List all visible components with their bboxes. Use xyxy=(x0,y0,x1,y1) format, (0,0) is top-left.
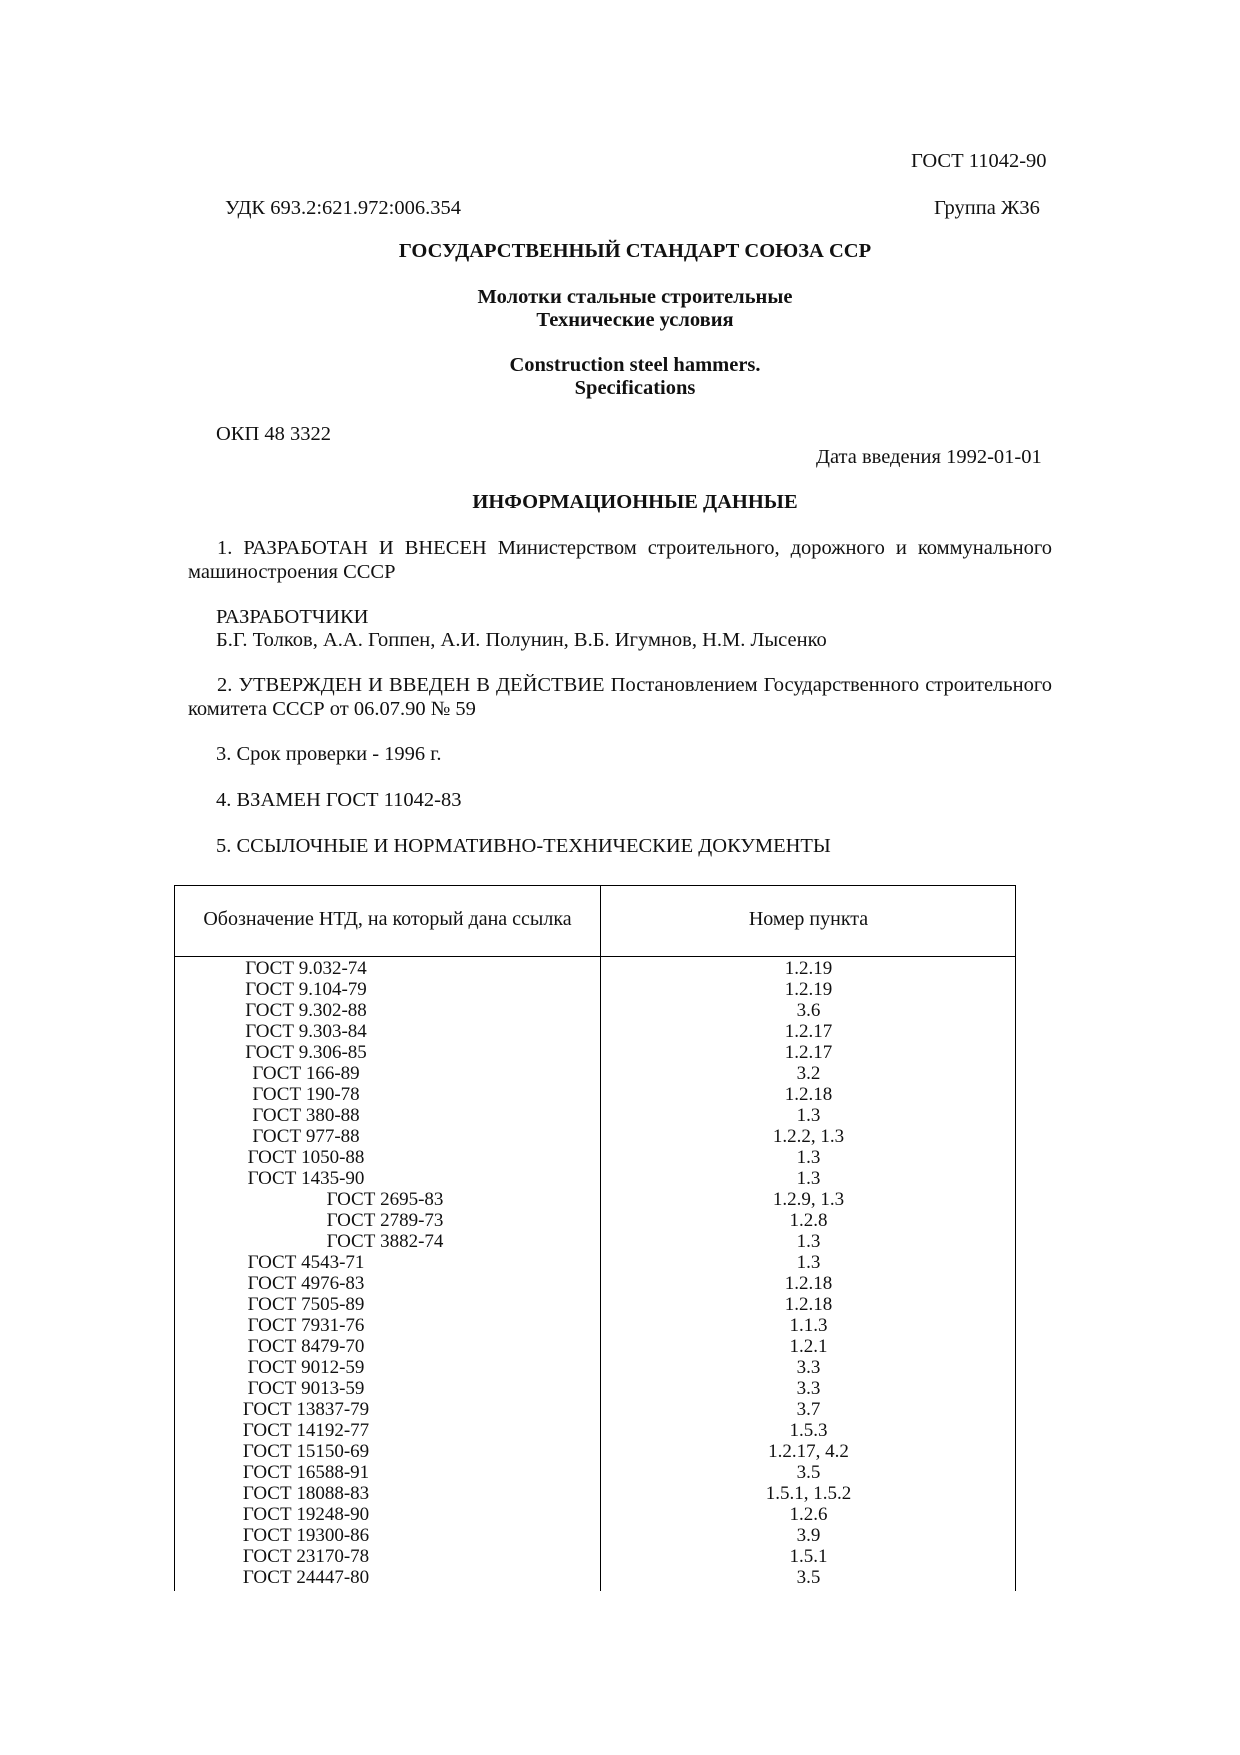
document-designation: ГОСТ 9.032-74 xyxy=(245,958,367,979)
table-row xyxy=(175,1378,1015,1399)
point-number: 1.2.17, 4.2 xyxy=(768,1441,849,1462)
document-designation: ГОСТ 4543-71 xyxy=(247,1252,365,1273)
point-number: 1.5.3 xyxy=(789,1420,828,1441)
point-number: 3.7 xyxy=(796,1399,821,1420)
document-designation: ГОСТ 4976-83 xyxy=(247,1273,365,1294)
document-designation: ГОСТ 2789-73 xyxy=(326,1210,444,1231)
table-body xyxy=(175,958,1015,1588)
table-row xyxy=(175,1168,1015,1189)
document-designation: ГОСТ 3882-74 xyxy=(326,1231,444,1252)
point-number: 1.2.19 xyxy=(784,979,833,1000)
table-row xyxy=(175,1042,1015,1063)
table-row xyxy=(175,1546,1015,1567)
document-designation: ГОСТ 9.104-79 xyxy=(245,979,367,1000)
table-row xyxy=(175,1567,1015,1588)
info-item-2: 2. УТВЕРЖДЕН И ВВЕДЕН В ДЕЙСТВИЕ Постановлением Государственного строительного комитета СССР от 06.07.90 № 59 xyxy=(188,674,1052,720)
document-designation: ГОСТ 7931-76 xyxy=(247,1315,365,1336)
document-designation: ГОСТ 7505-89 xyxy=(247,1294,365,1315)
table-row xyxy=(175,1021,1015,1042)
point-number: 1.5.1, 1.5.2 xyxy=(765,1483,852,1504)
document-designation: ГОСТ 23170-78 xyxy=(242,1546,370,1567)
document-designation: ГОСТ 13837-79 xyxy=(242,1399,370,1420)
title-en-line2: Specifications xyxy=(574,377,696,399)
table-row xyxy=(175,979,1015,1000)
point-number: 1.3 xyxy=(796,1168,821,1189)
title-en-line1: Construction steel hammers. xyxy=(509,354,761,376)
point-number: 3.3 xyxy=(796,1378,821,1399)
document-designation: ГОСТ 2695-83 xyxy=(326,1189,444,1210)
document-designation: ГОСТ 8479-70 xyxy=(247,1336,365,1357)
point-number: 1.2.17 xyxy=(784,1042,833,1063)
title-ru-line1: Молотки стальные строительные xyxy=(477,286,793,308)
table-row xyxy=(175,1483,1015,1504)
document-designation: ГОСТ 9.302-88 xyxy=(245,1000,367,1021)
table-row xyxy=(175,1273,1015,1294)
gost-number: ГОСТ 11042-90 xyxy=(911,150,1047,172)
document-designation: ГОСТ 19248-90 xyxy=(242,1504,370,1525)
point-number: 3.5 xyxy=(796,1567,821,1588)
point-number: 3.5 xyxy=(796,1462,821,1483)
table-row xyxy=(175,1336,1015,1357)
point-number: 3.3 xyxy=(796,1357,821,1378)
point-number: 1.5.1 xyxy=(789,1546,828,1567)
table-row xyxy=(175,1294,1015,1315)
document-designation: ГОСТ 9.303-84 xyxy=(245,1021,367,1042)
info-item-5: 5. ССЫЛОЧНЫЕ И НОРМАТИВНО-ТЕХНИЧЕСКИЕ ДОКУМЕНТЫ xyxy=(216,835,831,857)
document-designation: ГОСТ 190-78 xyxy=(252,1084,360,1105)
table-row xyxy=(175,1357,1015,1378)
point-number: 1.2.18 xyxy=(784,1084,833,1105)
point-number: 1.2.8 xyxy=(789,1210,828,1231)
state-standard-title: ГОСУДАРСТВЕННЫЙ СТАНДАРТ СОЮЗА ССР xyxy=(398,240,872,262)
info-heading: ИНФОРМАЦИОННЫЕ ДАННЫЕ xyxy=(472,491,798,513)
document-designation: ГОСТ 1050-88 xyxy=(247,1147,365,1168)
document-designation: ГОСТ 977-88 xyxy=(252,1126,360,1147)
info-item-3: 3. Срок проверки - 1996 г. xyxy=(216,743,442,765)
developers-label: РАЗРАБОТЧИКИ xyxy=(216,606,369,628)
table-row xyxy=(175,1441,1015,1462)
table-row xyxy=(175,1126,1015,1147)
document-designation: ГОСТ 24447-80 xyxy=(242,1567,370,1588)
table-row xyxy=(175,1105,1015,1126)
column-header-document: Обозначение НТД, на который дана ссылка xyxy=(203,908,572,930)
document-designation: ГОСТ 19300-86 xyxy=(242,1525,370,1546)
table-row xyxy=(175,1084,1015,1105)
point-number: 1.2.18 xyxy=(784,1273,833,1294)
info-item-4: 4. ВЗАМЕН ГОСТ 11042-83 xyxy=(216,789,462,811)
table-row xyxy=(175,1189,1015,1210)
table-row xyxy=(175,1231,1015,1252)
document-designation: ГОСТ 9.306-85 xyxy=(245,1042,367,1063)
point-number: 1.2.18 xyxy=(784,1294,833,1315)
point-number: 1.2.2, 1.3 xyxy=(772,1126,845,1147)
document-designation: ГОСТ 18088-83 xyxy=(242,1483,370,1504)
document-designation: ГОСТ 9013-59 xyxy=(247,1378,365,1399)
title-ru-line2: Технические условия xyxy=(536,309,734,331)
reference-documents-table xyxy=(174,885,1016,1591)
okp-code: ОКП 48 3322 xyxy=(216,423,332,445)
udk-code: УДК 693.2:621.972:006.354 xyxy=(225,197,461,219)
table-row xyxy=(175,1210,1015,1231)
point-number: 1.2.1 xyxy=(789,1336,828,1357)
table-row xyxy=(175,1462,1015,1483)
table-row xyxy=(175,1252,1015,1273)
point-number: 3.6 xyxy=(796,1000,821,1021)
table-header xyxy=(175,886,1015,957)
point-number: 1.2.6 xyxy=(789,1504,828,1525)
point-number: 3.9 xyxy=(796,1525,821,1546)
document-designation: ГОСТ 9012-59 xyxy=(247,1357,365,1378)
point-number: 1.2.9, 1.3 xyxy=(772,1189,845,1210)
point-number: 1.2.19 xyxy=(784,958,833,979)
point-number: 1.3 xyxy=(796,1252,821,1273)
table-row xyxy=(175,1063,1015,1084)
table-row xyxy=(175,1525,1015,1546)
point-number: 1.3 xyxy=(796,1231,821,1252)
document-designation: ГОСТ 1435-90 xyxy=(247,1168,365,1189)
column-header-point: Номер пункта xyxy=(748,908,869,930)
document-designation: ГОСТ 15150-69 xyxy=(242,1441,370,1462)
group-code: Группа Ж36 xyxy=(934,197,1040,219)
point-number: 3.2 xyxy=(796,1063,821,1084)
point-number: 1.1.3 xyxy=(789,1315,828,1336)
point-number: 1.3 xyxy=(796,1147,821,1168)
document-designation: ГОСТ 166-89 xyxy=(252,1063,360,1084)
table-row xyxy=(175,1000,1015,1021)
document-designation: ГОСТ 380-88 xyxy=(252,1105,360,1126)
table-row xyxy=(175,1504,1015,1525)
introduction-date: Дата введения 1992-01-01 xyxy=(816,446,1042,468)
developers-list: Б.Г. Толков, А.А. Гоппен, А.И. Полунин, В.Б. Игумнов, Н.М. Лысенко xyxy=(216,629,827,651)
info-item-1: 1. РАЗРАБОТАН И ВНЕСЕН Министерством строительного, дорожного и коммунального машиностроения СССР xyxy=(188,537,1052,583)
document-designation: ГОСТ 14192-77 xyxy=(242,1420,370,1441)
point-number: 1.2.17 xyxy=(784,1021,833,1042)
table-row xyxy=(175,1399,1015,1420)
document-designation: ГОСТ 16588-91 xyxy=(242,1462,370,1483)
table-row xyxy=(175,1420,1015,1441)
table-row xyxy=(175,1315,1015,1336)
table-row xyxy=(175,1147,1015,1168)
table-row xyxy=(175,958,1015,979)
point-number: 1.3 xyxy=(796,1105,821,1126)
